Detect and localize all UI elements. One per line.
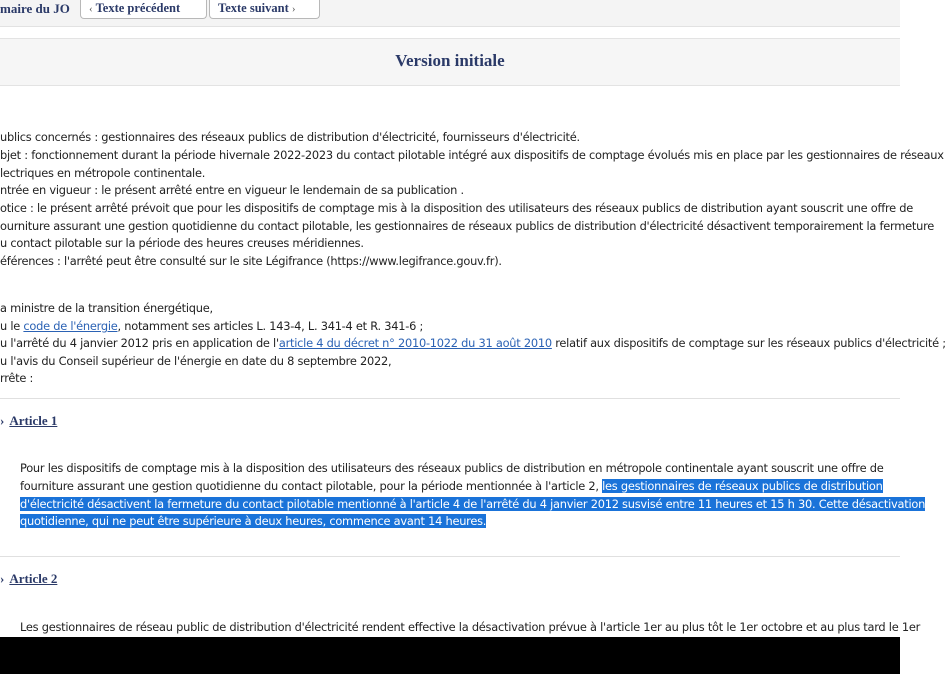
visa-arrete-suffix: relatif aux dispositifs de comptage sur les réseaux publics d'électricité ;: [551, 336, 946, 350]
selected-text[interactable]: quotidienne, qui ne peut être supérieure à deux heures, commence avant 14 heures.: [20, 514, 487, 528]
chevron-left-icon: ‹: [89, 3, 93, 15]
summary-notice-line1: otice : le présent arrêté prévoit que pour les dispositifs de comptage mis à la disposition des utilisateurs des réseaux publics de distribution ayant souscrit une offre de: [0, 201, 914, 215]
separator: [0, 556, 900, 557]
arrete-heading: rrête :: [0, 371, 34, 385]
summary-notice-line3: u contact pilotable sur la période des heures creuses méridiennes.: [0, 236, 364, 250]
summary-objet-line1: bjet : fonctionnement durant la période hivernale 2022-2023 du contact pilotable intégré aux dispositifs de comptage évolués mis en place par les gestionnaires de réseaux: [0, 148, 944, 162]
visa-arrete: [0, 336, 946, 351]
visa-code-suffix: , notamment ses articles L. 143-4, L. 341-4 et R. 341-6 ;: [117, 319, 424, 333]
visa-ministre: a ministre de la transition énergétique,: [0, 301, 213, 315]
visa-code-prefix: u le: [0, 319, 24, 333]
previous-text-button[interactable]: [80, 0, 207, 19]
article-1-link[interactable]: Article 1: [9, 413, 58, 428]
decret-link[interactable]: article 4 du décret n° 2010-1022 du 31 août 2010: [278, 336, 552, 350]
selected-text[interactable]: d'électricité désactivent la fermeture du contact pilotable mentionné à l'article 4 de l'arrêté du 4 janvier 2012 susvisé entre 11 heures et 15 h 30. Cette désactivation: [20, 497, 926, 511]
visa-arrete-prefix: u l'arrêté du 4 janvier 2012 pris en application de l': [0, 336, 279, 350]
summary-notice-line2: ourniture assurant une gestion quotidienne du contact pilotable, les gestionnaires de réseaux publics de distribution d'électricité désactivent temporairement la fermeture: [0, 219, 935, 233]
separator: [0, 398, 900, 399]
chevron-right-icon: ›: [0, 571, 5, 586]
visa-avis: u l'avis du Conseil supérieur de l'énergie en date du 8 septembre 2022,: [0, 354, 392, 368]
summary-references: éférences : l'arrêté peut être consulté sur le site Légifrance (https://www.legifrance.gouv.fr).: [0, 254, 502, 268]
visa-code: [0, 319, 423, 334]
screen-bottom-bar: [0, 637, 900, 674]
article-1-line2-text: fourniture assurant une gestion quotidienne du contact pilotable, pour la période mentionnée à l'article 2,: [20, 479, 603, 493]
article-2-link[interactable]: Article 2: [9, 571, 58, 586]
sommaire-du-jo-link[interactable]: maire du JO: [0, 1, 70, 16]
version-title: Version initiale: [0, 38, 900, 86]
article-1-heading: [0, 413, 57, 429]
previous-text-label: Texte précédent: [95, 1, 181, 15]
chevron-right-icon: ›: [291, 3, 296, 15]
next-text-button[interactable]: [209, 0, 320, 19]
summary-entree: ntrée en vigueur : le présent arrêté entre en vigueur le lendemain de sa publication .: [0, 183, 464, 197]
next-text-label: Texte suivant: [218, 1, 289, 15]
article-1-line2: [20, 479, 883, 494]
article-2-heading: [0, 571, 57, 587]
article-1-line1: Pour les dispositifs de comptage mis à la disposition des utilisateurs des réseaux publics de distribution en métropole continentale ayant souscrit une offre de: [20, 461, 884, 475]
code-energie-link[interactable]: code de l'énergie: [23, 319, 118, 333]
selected-text[interactable]: les gestionnaires de réseaux publics de distribution: [602, 479, 883, 493]
document-toolbar: [0, 0, 900, 27]
article-1-line4: [20, 514, 486, 529]
summary-objet-line2: lectriques en métropole continentale.: [0, 166, 206, 180]
article-1-line3: [20, 497, 925, 512]
article-2-line1: Les gestionnaires de réseau public de distribution d'électricité rendent effective la désactivation prévue à l'article 1er au plus tôt le 1er octobre et au plus tard le 1er: [20, 620, 921, 634]
chevron-right-icon: ›: [0, 413, 5, 428]
summary-publics: ublics concernés : gestionnaires des réseaux publics de distribution d'électricité, fournisseurs d'électricité.: [0, 130, 580, 144]
